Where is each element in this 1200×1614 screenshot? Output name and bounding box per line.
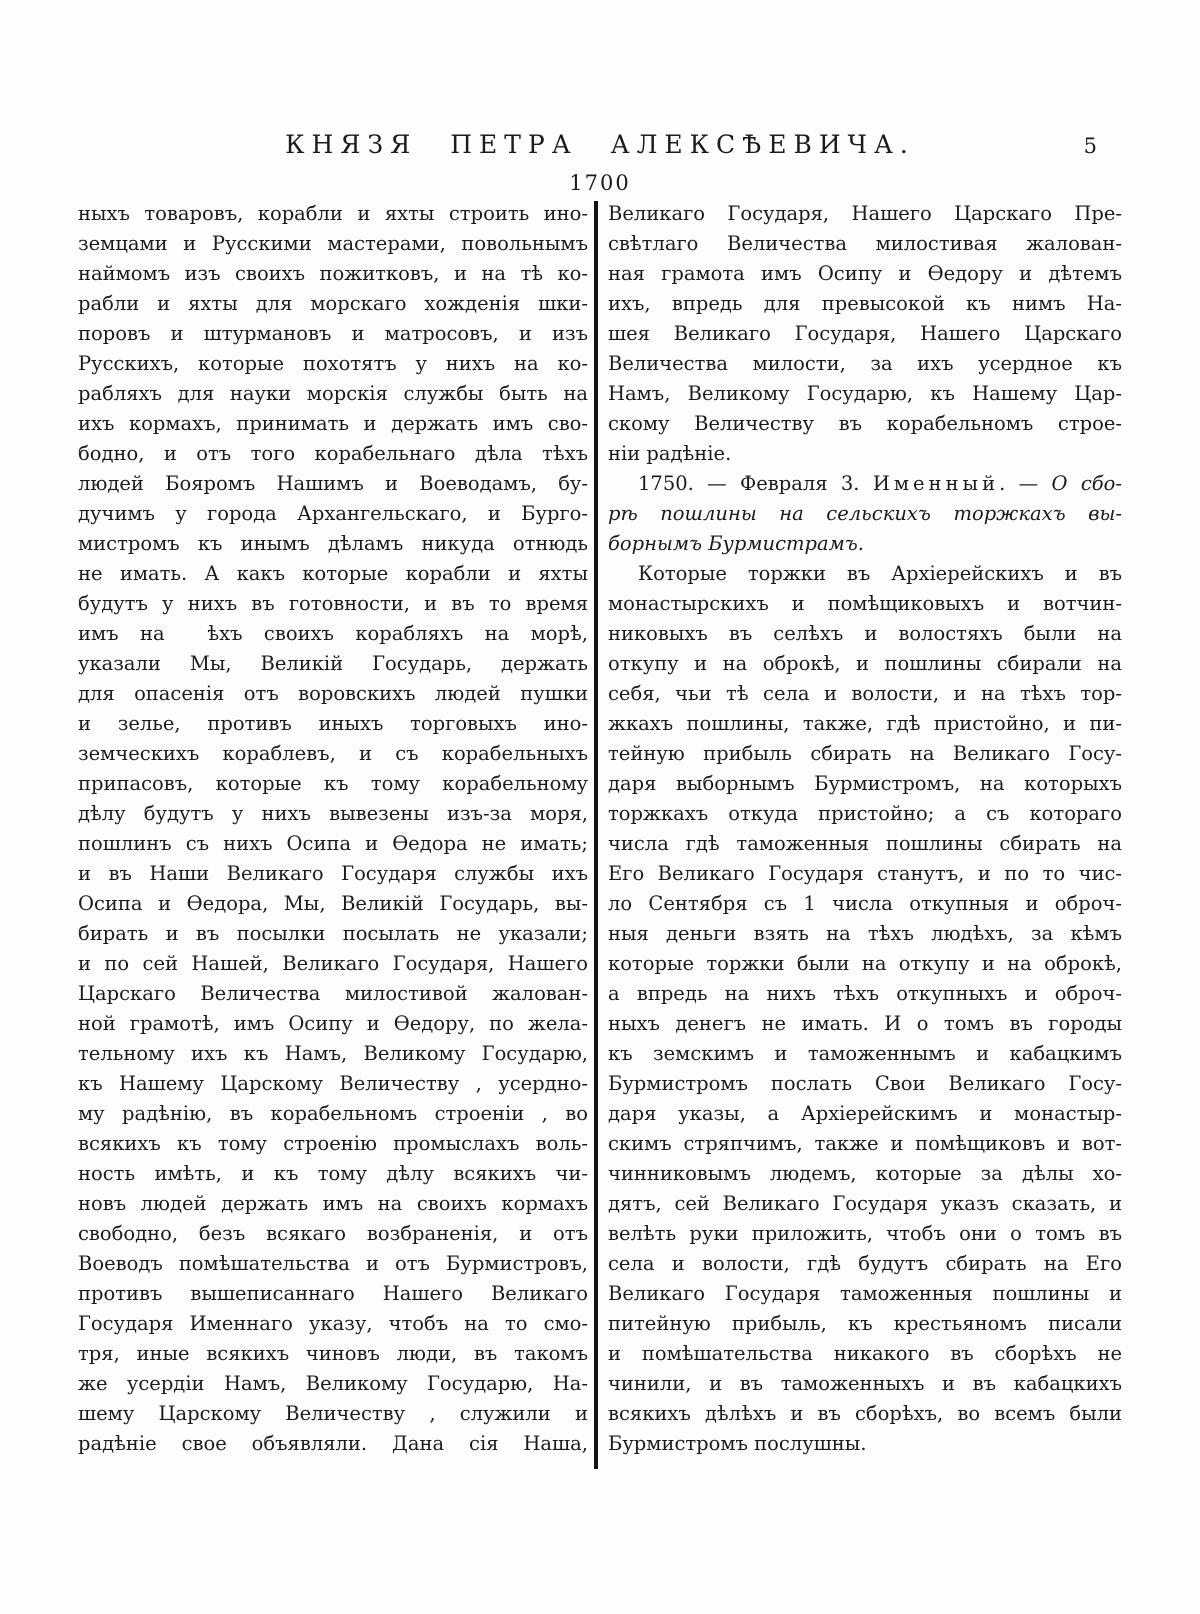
paragraph [608,469,1122,559]
text-line: ихъ, впредь для превысокой къ нимъ На- [608,292,1122,315]
column-divider-rule [594,201,598,1469]
text-line: торжкахъ откуда пристойно; а съ котораго [608,802,1122,825]
text-line: скимъ стряпчимъ, также и помѣщиковъ и вот- [608,1132,1122,1155]
text-line: и по сей Нашей, Великаго Государя, Нашего [78,952,588,975]
text-line: села и волости, гдѣ будутъ сбирать на Его [608,1252,1122,1275]
text-line: и зелье, противъ иныхъ торговыхъ ино- [78,712,588,735]
text-line: Великаго Государя, Нашего Царскаго Пре- [608,202,1122,225]
text-line: Намъ, Великому Государю, къ Нашему Цар- [608,382,1122,405]
text-line: ихъ кормахъ, принимать и держать имъ сво- [78,412,588,435]
text-line: Которые торжки въ Архіерейскихъ и въ [638,562,1122,585]
text-line: ныхъ товаровъ, корабли и яхты строить ино- [78,202,588,225]
year-heading: 1700 [569,171,631,195]
text-segment: борнымъ Бурмистрамъ. [608,532,864,555]
text-line: людей Бояромъ Нашимъ и Воеводамъ, бу- [78,472,588,495]
text-line: которые торжки были на откупу и на оброкѣ, [608,952,1122,975]
text-line: велѣть руки приложить, чтобъ они о томъ въ [608,1222,1122,1245]
text-line: Государя Именнаго указу, чтобъ на то смо- [78,1312,588,1335]
text-line: даря выборнымъ Бурмистромъ, на которыхъ [608,772,1122,795]
text-line: тря, иные всякихъ чиновъ люди, въ такомъ [78,1342,588,1365]
page-number: 5 [1083,134,1098,158]
text-line: даря указы, а Архіерейскимъ и монастыр- [608,1102,1122,1125]
text-line: имъ на ѣхъ своихъ корабляхъ на морѣ, [78,622,588,645]
text-line: себя, чьи тѣ села и волости, и на тѣхъ тор- [608,682,1122,705]
text-block [78,199,1122,1479]
text-line: будутъ у нихъ въ готовности, и въ то время [78,592,588,615]
text-line: поровъ и штурмановъ и матросовъ, и изъ [78,322,588,345]
text-line: свѣтлаго Величества милостивая жалован- [608,232,1122,255]
text-line: Русскихъ, которые похотятъ у нихъ на ко- [78,352,588,375]
text-line: ніи радѣніе. [608,442,732,465]
left-column [78,199,588,1459]
running-head [78,130,1122,164]
text-line: чинниковымъ людемъ, которые за дѣлы хо- [608,1162,1122,1185]
text-segment: О сбо- [1051,472,1122,495]
text-line: монастырскихъ и помѣщиковыхъ и вотчин- [608,592,1122,615]
text-line: чинили, и въ таможенныхъ и въ кабацкихъ [608,1372,1122,1395]
text-line: Его Великаго Государя станутъ, и по то чис- [608,862,1122,885]
text-line: никовыхъ въ селѣхъ и волостяхъ были на [608,622,1122,645]
text-line: и въ Наши Великаго Государя службы ихъ [78,862,588,885]
text-line [608,529,1122,559]
text-line: му радѣнію, въ корабельномъ строеніи , во [78,1102,588,1125]
text-line: рабли и яхты для морскаго хожденія шки- [78,292,588,315]
text-line: же усердіи Намъ, Великому Государю, На- [78,1372,588,1395]
text-line: жкахъ пошлины, также, гдѣ пристойно, и пи- [608,712,1122,735]
text-line: питейную прибыль, къ крестьяномъ писали [608,1312,1122,1335]
text-line: земцами и Русскими мастерами, повольнымъ [78,232,588,255]
text-line: припасовъ, которые къ тому корабельному [78,772,588,795]
text-line: дучимъ у города Архангельскаго, и Бурго- [78,502,588,525]
text-line: ло Сентября съ 1 числа откупныя и оброч- [608,892,1122,915]
text-line: тейную прибыль сбирать на Великаго Госу- [608,742,1122,765]
text-line: ной грамотѣ, имъ Осипу и Ѳедору, по жела- [78,1012,588,1035]
text-line: мистромъ къ инымъ дѣламъ никуда отнюдь [78,532,588,555]
text-line [608,499,1122,529]
text-line: земческихъ кораблевъ, и съ корабельныхъ [78,742,588,765]
text-line: ныя деньги взять на тѣхъ людѣхъ, за кѣмъ [608,922,1122,945]
text-line [608,469,1122,499]
text-line: бирать и въ посылки посылать не указали; [78,922,588,945]
paragraph [608,199,1122,469]
text-line: рабляхъ для науки морскія службы быть на [78,382,588,405]
page-header-title: КНЯЗЯ ПЕТРА АЛЕКСѢЕВИЧА. [285,130,915,159]
paragraph [78,199,588,1459]
text-segment: 1750. — Февраля 3. [638,472,873,495]
text-line: ная грамота имъ Осипу и Ѳедору и дѣтемъ [608,262,1122,285]
text-line: указали Мы, Великій Государь, держать [78,652,588,675]
text-line: Великаго Государя таможенныя пошлины и [608,1282,1122,1305]
text-line: не имать. А какъ которые корабли и яхты [78,562,588,585]
text-line: къ Нашему Царскому Величеству , усердно- [78,1072,588,1095]
text-line: Осипа и Ѳедора, Мы, Великій Государь, вы- [78,892,588,915]
text-line: всякихъ дѣлѣхъ и въ сборѣхъ, во всемъ были [608,1402,1122,1425]
text-line: дятъ, сей Великаго Государя указъ сказать, и [608,1192,1122,1215]
text-line: новъ людей держать имъ на своихъ кормахъ [78,1192,588,1215]
text-line: шея Великаго Государя, Нашего Царскаго [608,322,1122,345]
text-line: бодно, и отъ того корабельнаго дѣла тѣхъ [78,442,588,465]
text-segment: . — [999,472,1052,495]
text-line: пошлинъ съ нихъ Осипа и Ѳедора не имать; [78,832,588,855]
text-line: Бурмистромъ послушны. [608,1432,867,1455]
text-line: радѣніе свое объявляли. Дана сія Наша, [78,1432,588,1455]
text-line: ность имѣть, и къ тому дѣлу всякихъ чи- [78,1162,588,1185]
text-line: противъ вышеписаннаго Нашего Великаго [78,1282,588,1305]
text-line: скому Величеству въ корабельномъ строе- [608,412,1122,435]
text-line: наймомъ изъ своихъ пожитковъ, и на тѣ ко- [78,262,588,285]
text-line: всякихъ къ тому строенію промыслахъ воль- [78,1132,588,1155]
text-line: Воеводъ помѣшательства и отъ Бурмистровъ, [78,1252,588,1275]
text-line: свободно, безъ всякаго возбраненія, и отъ [78,1222,588,1245]
text-line: шему Царскому Величеству , служили и [78,1402,588,1425]
text-line: къ земскимъ и таможеннымъ и кабацкимъ [608,1042,1122,1065]
text-line: и помѣшательства никакого въ сборѣхъ не [608,1342,1122,1365]
text-line: Бурмистромъ послать Свои Великаго Госу- [608,1072,1122,1095]
text-line: тельному ихъ къ Намъ, Великому Государю, [78,1042,588,1065]
paragraph [608,559,1122,1459]
text-line: Царскаго Величества милостивой жалован- [78,982,588,1005]
text-line: а впредь на нихъ тѣхъ откупныхъ и оброч- [608,982,1122,1005]
text-line: для опасенія отъ воровскихъ людей пушки [78,682,588,705]
text-line: дѣлу будутъ у нихъ вывезены изъ-за моря, [78,802,588,825]
text-line: Величества милости, за ихъ усердное къ [608,352,1122,375]
text-line: числа гдѣ таможенныя пошлины сбирать на [608,832,1122,855]
text-segment: Именный [872,472,1000,495]
text-line: ныхъ денегъ не имать. И о томъ въ городы [608,1012,1122,1035]
text-line: откупу и на оброкѣ, и пошлины сбирали на [608,652,1122,675]
right-column [608,199,1122,1459]
text-segment: рѣ пошлины на сельскихъ торжкахъ вы- [608,502,1122,525]
